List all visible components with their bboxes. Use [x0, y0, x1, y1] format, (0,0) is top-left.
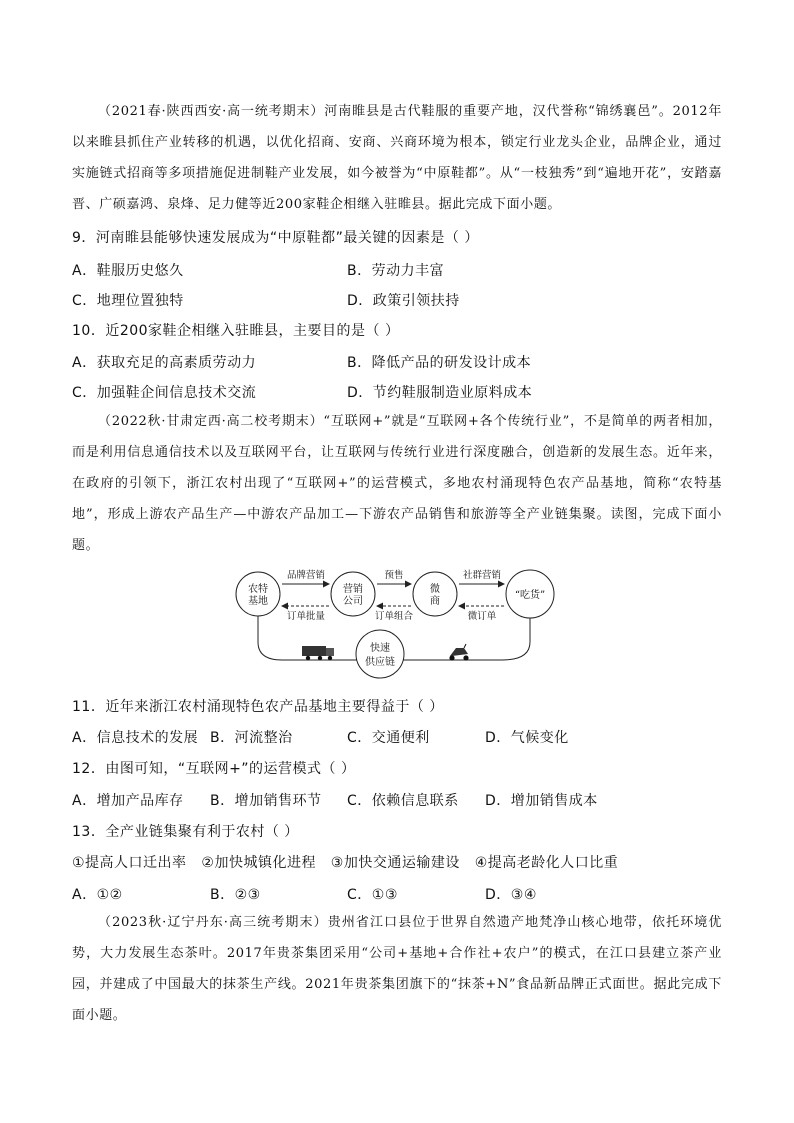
question-11-stem: 11．近年来浙江农村涌现特色农产品基地主要得益于（ ）: [72, 699, 444, 715]
q13-option-a: A．①②: [72, 887, 123, 903]
label-order-combination: 订单组合: [374, 611, 414, 622]
node-fast-supply-chain: [356, 630, 404, 678]
q11-option-a: A．信息技术的发展: [72, 730, 199, 746]
question-12-stem: 12．由图可知，“互联网+”的运营模式（ ）: [72, 761, 356, 777]
label-community-marketing: 社群营销: [462, 570, 502, 581]
q13-option-b: B．②③: [210, 887, 261, 903]
q13-option-d: D．③④: [485, 887, 537, 903]
node5-line1: 快速: [370, 643, 390, 654]
q13-items: ①提高人口迁出率 ②加快城镇化进程 ③加快交通运输建设 ④提高老龄化人口比重: [72, 855, 619, 871]
q9-option-a: A．鞋服历史悠久: [72, 263, 184, 279]
node1-line1: 农特: [248, 584, 268, 595]
q12-option-d: D．增加销售成本: [485, 793, 598, 809]
passage-3: （2023秋·辽宁丹东·高三统考期末）贵州省江口县位于世界自然遗产地梵净山核心地带，依托环境优势，大力发展生态茶叶。2017年贵茶集团采用“公司+基地+合作社+农户”的模式，在江口县建立茶产业园，并建成了中国最大的抹茶生产线。2021年贵茶集团旗下的“抹茶+N”食品新品牌正式面世。据此完成下面小题。: [72, 915, 722, 1023]
question-9-stem: 9．河南睢县能够快速发展成为“中原鞋都”最关键的因素是（ ）: [72, 230, 479, 246]
q12-option-c: C．依赖信息联系: [347, 793, 459, 809]
question-10-stem: 10．近200家鞋企相继入驻睢县，主要目的是（ ）: [72, 323, 400, 339]
label-bulk-orders: 订单批量: [286, 611, 326, 622]
q12-option-b: B．增加销售环节: [210, 793, 322, 809]
label-brand-marketing: 品牌营销: [286, 570, 326, 581]
node2-line1: 营销: [343, 584, 363, 595]
supply-chain-diagram: [230, 562, 575, 680]
node3-line1: 微: [430, 584, 440, 595]
q12-option-a: A．增加产品库存: [72, 793, 184, 809]
node4-label: “吃货”: [514, 590, 546, 601]
q13-option-c: C．①③: [347, 887, 398, 903]
label-micro-orders: 微订单: [467, 611, 497, 622]
q9-option-b: B．劳动力丰富: [347, 263, 445, 279]
node1-line2: 基地: [248, 596, 268, 607]
node2-line2: 公司: [343, 596, 363, 607]
q11-option-b: B．河流整治: [210, 730, 293, 746]
label-presale: 预售: [384, 570, 404, 581]
q10-option-a: A．获取充足的高素质劳动力: [72, 355, 257, 371]
passage-2: （2022秋·甘肃定西·高二校考期末）“互联网+”就是“互联网+各个传统行业”，不是简单的两者相加，而是利用信息通信技术以及互联网平台，让互联网与传统行业进行深度融合，创造新的发展生态。近年来，在政府的引领下，浙江农村出现了“互联网+”的运营模式，多地农村涌现特色农产品基地，简称“农特基地”，形成上游农产品生产—中游农产品加工—下游农产品销售和旅游等全产业链集聚。读图，完成下面小题。: [72, 414, 722, 553]
q10-option-c: C．加强鞋企间信息技术交流: [72, 385, 257, 401]
passage-1: （2021春·陕西西安·高一统考期末）河南睢县是古代鞋服的重要产地，汉代誉称“锦绣襄邑”。2012年以来睢县抓住产业转移的机遇，以优化招商、安商、兴商环境为根本，锁定行业龙头企业，品牌企业，通过实施链式招商等多项措施促进制鞋产业发展，如今被誉为“中原鞋都”。从“一枝独秀”到“遍地开花”，安踏嘉晋、广硕嘉鸿、泉烽、足力健等近200家鞋企相继入驻睢县。据此完成下面小题。: [72, 104, 722, 212]
truck-icon: [302, 646, 334, 660]
q11-option-d: D．气候变化: [485, 730, 569, 746]
question-13-stem: 13．全产业链集聚有利于农村（ ）: [72, 824, 299, 840]
node3-line2: 商: [430, 596, 440, 607]
node5-line2: 供应链: [365, 657, 395, 668]
q10-option-b: B．降低产品的研发设计成本: [347, 355, 532, 371]
diagram-svg: [230, 562, 575, 680]
q11-option-c: C．交通便利: [347, 730, 430, 746]
scooter-icon: [449, 644, 468, 661]
q9-option-d: D．政策引领扶持: [347, 293, 460, 309]
q9-option-c: C．地理位置独特: [72, 293, 184, 309]
q10-option-d: D．节约鞋服制造业原料成本: [347, 385, 533, 401]
